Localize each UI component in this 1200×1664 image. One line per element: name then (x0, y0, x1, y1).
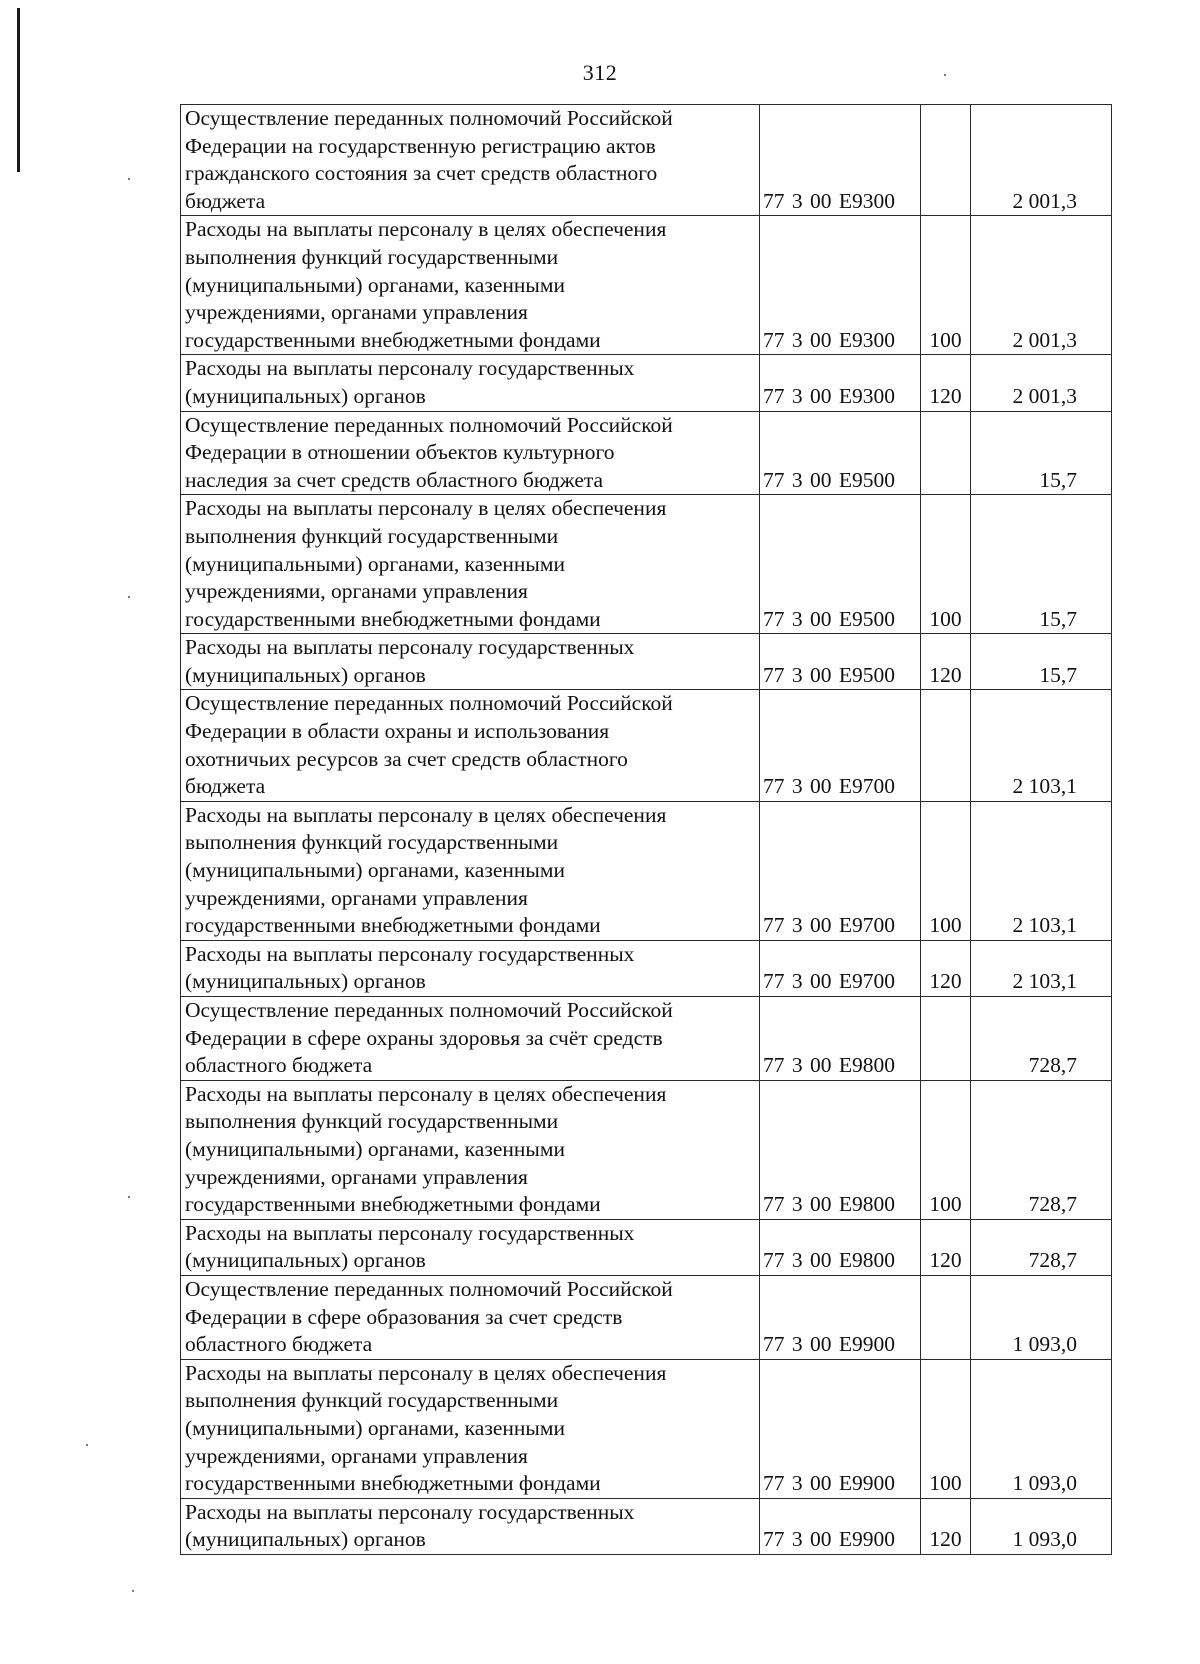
expense-description: Расходы на выплаты персоналу государственных (муниципальных) органов (181, 940, 760, 996)
table-row (181, 1080, 1112, 1219)
table-row (181, 1498, 1112, 1554)
expense-description: Расходы на выплаты персоналу в целях обеспечения выполнения функций государственными (муниципальными) органами, казенными учреждениями, органами управления государственными внебюджетными фондами (181, 801, 760, 940)
amount-value: 2 001,3 (971, 105, 1112, 216)
expense-type-code: 100 (921, 216, 971, 355)
amount-value: 1 093,0 (971, 1275, 1112, 1359)
target-article-code: 77 3 00 Е9300 (760, 105, 921, 216)
expense-type-code (921, 997, 971, 1081)
amount-value: 15,7 (971, 495, 1112, 634)
amount-value: 728,7 (971, 1080, 1112, 1219)
amount-value: 728,7 (971, 997, 1112, 1081)
table-row (181, 495, 1112, 634)
table-row (181, 801, 1112, 940)
expense-description: Расходы на выплаты персоналу государственных (муниципальных) органов (181, 1498, 760, 1554)
expense-description: Осуществление переданных полномочий Российской Федерации на государственную регистрацию актов гражданского состояния за счет средств областного бюджета (181, 105, 760, 216)
scan-speck (128, 178, 130, 180)
amount-value: 1 093,0 (971, 1359, 1112, 1498)
expense-description: Осуществление переданных полномочий Российской Федерации в области охраны и использования охотничьих ресурсов за счет средств областного бюджета (181, 690, 760, 801)
budget-table (180, 104, 1112, 1555)
target-article-code: 77 3 00 Е9500 (760, 634, 921, 690)
table-row (181, 1359, 1112, 1498)
expense-type-code: 100 (921, 801, 971, 940)
target-article-code: 77 3 00 Е9500 (760, 495, 921, 634)
scan-speck (132, 1590, 134, 1592)
table-row (181, 1275, 1112, 1359)
amount-value: 2 103,1 (971, 801, 1112, 940)
scan-speck (86, 1444, 88, 1446)
target-article-code: 77 3 00 Е9300 (760, 216, 921, 355)
expense-type-code: 100 (921, 1359, 971, 1498)
expense-description: Осуществление переданных полномочий Российской Федерации в сфере охраны здоровья за счёт средств областного бюджета (181, 997, 760, 1081)
table-row (181, 634, 1112, 690)
expense-type-code: 120 (921, 940, 971, 996)
target-article-code: 77 3 00 Е9900 (760, 1275, 921, 1359)
amount-value: 1 093,0 (971, 1498, 1112, 1554)
expense-description: Расходы на выплаты персоналу государственных (муниципальных) органов (181, 1219, 760, 1275)
amount-value: 15,7 (971, 634, 1112, 690)
scan-speck (128, 596, 130, 598)
page-number: 312 (582, 60, 618, 85)
expense-description: Расходы на выплаты персоналу в целях обеспечения выполнения функций государственными (муниципальными) органами, казенными учреждениями, органами управления государственными внебюджетными фондами (181, 495, 760, 634)
target-article-code: 77 3 00 Е9700 (760, 690, 921, 801)
target-article-code: 77 3 00 Е9800 (760, 1219, 921, 1275)
table-row (181, 690, 1112, 801)
amount-value: 728,7 (971, 1219, 1112, 1275)
expense-type-code (921, 411, 971, 495)
table-row (181, 411, 1112, 495)
expense-description: Расходы на выплаты персоналу в целях обеспечения выполнения функций государственными (муниципальными) органами, казенными учреждениями, органами управления государственными внебюджетными фондами (181, 216, 760, 355)
amount-value: 2 001,3 (971, 355, 1112, 411)
expense-description: Осуществление переданных полномочий Российской Федерации в отношении объектов культурного наследия за счет средств областного бюджета (181, 411, 760, 495)
target-article-code: 77 3 00 Е9700 (760, 940, 921, 996)
expense-description: Расходы на выплаты персоналу в целях обеспечения выполнения функций государственными (муниципальными) органами, казенными учреждениями, органами управления государственными внебюджетными фондами (181, 1080, 760, 1219)
table-row (181, 997, 1112, 1081)
expense-type-code (921, 1275, 971, 1359)
expense-type-code: 100 (921, 1080, 971, 1219)
table-row (181, 355, 1112, 411)
table-row (181, 216, 1112, 355)
expense-type-code: 100 (921, 495, 971, 634)
target-article-code: 77 3 00 Е9800 (760, 997, 921, 1081)
amount-value: 2 103,1 (971, 690, 1112, 801)
target-article-code: 77 3 00 Е9800 (760, 1080, 921, 1219)
expense-type-code: 120 (921, 355, 971, 411)
target-article-code: 77 3 00 Е9300 (760, 355, 921, 411)
target-article-code: 77 3 00 Е9700 (760, 801, 921, 940)
target-article-code: 77 3 00 Е9900 (760, 1498, 921, 1554)
expense-description: Осуществление переданных полномочий Российской Федерации в сфере образования за счет средств областного бюджета (181, 1275, 760, 1359)
margin-rule (17, 8, 20, 172)
amount-value: 15,7 (971, 411, 1112, 495)
table-body (181, 105, 1112, 1555)
scan-speck (128, 1196, 130, 1198)
expense-type-code: 120 (921, 1219, 971, 1275)
expense-description: Расходы на выплаты персоналу в целях обеспечения выполнения функций государственными (муниципальными) органами, казенными учреждениями, органами управления государственными внебюджетными фондами (181, 1359, 760, 1498)
amount-value: 2 103,1 (971, 940, 1112, 996)
target-article-code: 77 3 00 Е9900 (760, 1359, 921, 1498)
expense-description: Расходы на выплаты персоналу государственных (муниципальных) органов (181, 634, 760, 690)
table-row (181, 940, 1112, 996)
expense-description: Расходы на выплаты персоналу государственных (муниципальных) органов (181, 355, 760, 411)
expense-type-code (921, 690, 971, 801)
table-row (181, 105, 1112, 216)
target-article-code: 77 3 00 Е9500 (760, 411, 921, 495)
amount-value: 2 001,3 (971, 216, 1112, 355)
expense-type-code: 120 (921, 634, 971, 690)
table-row (181, 1219, 1112, 1275)
expense-type-code (921, 105, 971, 216)
expense-type-code: 120 (921, 1498, 971, 1554)
